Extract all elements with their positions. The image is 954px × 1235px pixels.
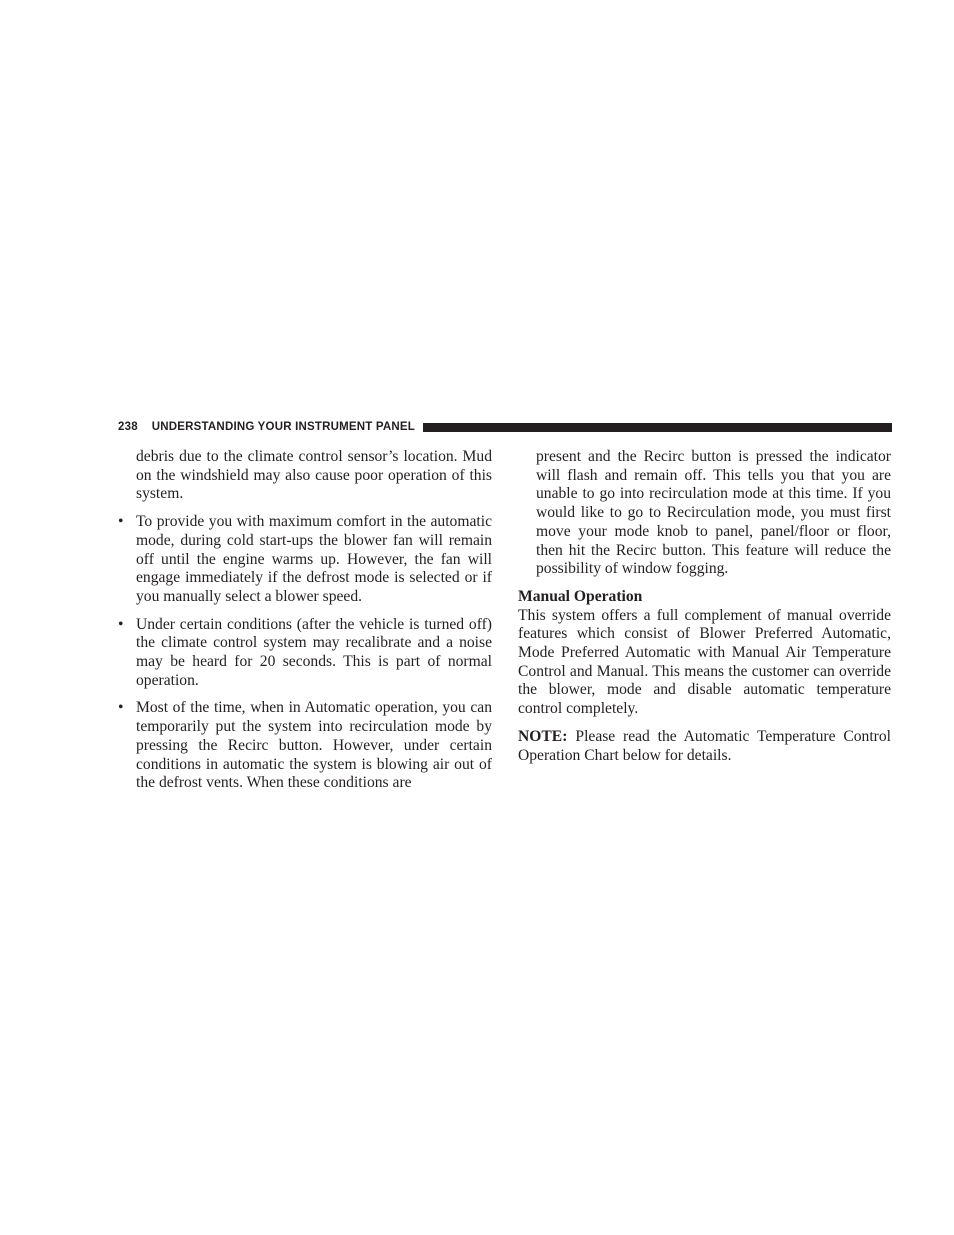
note-text: Please read the Automatic Temperature Control Operation Chart below for details. <box>518 727 891 764</box>
section-heading: Manual Operation <box>518 587 643 605</box>
list-item <box>118 513 492 607</box>
right-column <box>518 448 891 774</box>
continued-paragraph: debris due to the climate control sensor’s location. Mud on the windshield may also cause poor operation of this system. <box>136 448 492 503</box>
note-paragraph <box>518 728 891 765</box>
bullet-text: To provide you with maximum comfort in the automatic mode, during cold start-ups the blower fan will remain off until the engine warms up. However, the fan will engage immediately if the defrost mode is selected or if you manually select a blower speed. <box>136 513 492 605</box>
body-paragraph: This system offers a full complement of manual override features which consist of Blower Preferred Automatic, Mode Preferred Automatic with Manual Air Temperature Control and Manual. This means the customer can override the blower, mode and disable automatic temperature control completely. <box>518 606 891 718</box>
continued-bullet-text: present and the Recirc button is pressed the indicator will flash and remain off. This tells you that you are unable to go into recirculation mode at this time. If you would like to go to Recirculation mode, you must first move your mode knob to panel, panel/floor or floor, then hit the Recirc button. This feature will reduce the possibility of window fogging. <box>536 448 891 578</box>
header-rule <box>423 423 892 432</box>
bullet-icon: • <box>118 615 124 633</box>
bullet-icon: • <box>118 699 124 717</box>
left-column <box>118 448 492 802</box>
bullet-text: Under certain conditions (after the vehicle is turned off) the climate control system may recalibrate and a noise may be heard for 20 seconds. This is part of normal operation. <box>136 615 492 689</box>
page-number: 238 <box>118 421 138 433</box>
list-item <box>118 699 492 793</box>
bullet-text: Most of the time, when in Automatic operation, you can temporarily put the system into recirculation mode by pressing the Recirc button. However, under certain conditions in automatic the system is blowing air out of the defrost vents. When these conditions are <box>136 699 492 792</box>
list-item <box>118 615 492 691</box>
section-title: UNDERSTANDING YOUR INSTRUMENT PANEL <box>151 421 415 433</box>
bullet-icon: • <box>118 513 124 531</box>
note-label: NOTE: <box>518 727 568 745</box>
page-header <box>118 419 892 435</box>
